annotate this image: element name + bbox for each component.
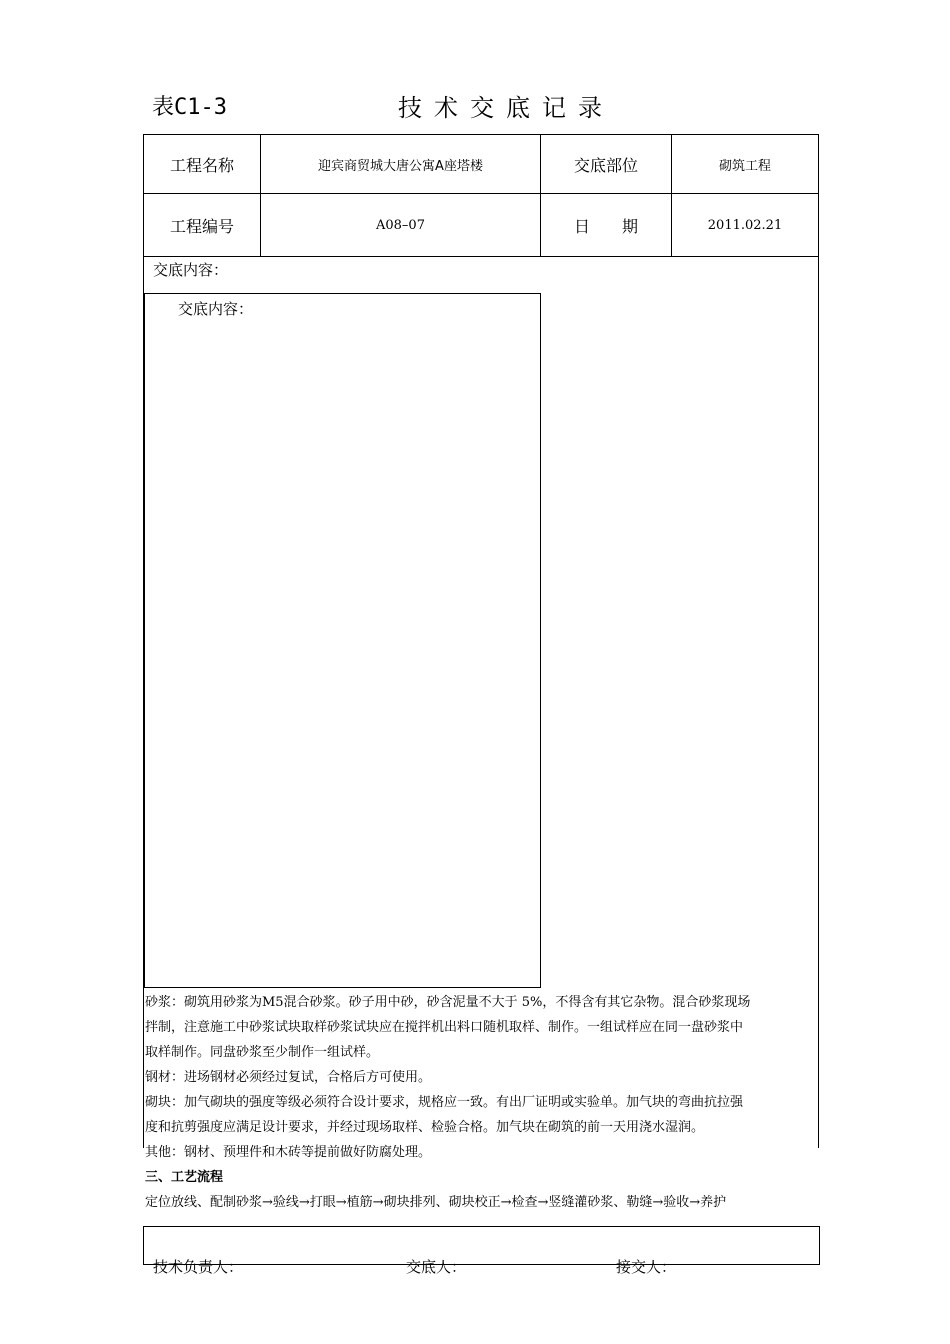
signature-box	[143, 1226, 820, 1265]
receiver-signature-label: 接交人：	[616, 1258, 677, 1276]
location-value: 砌筑工程	[718, 158, 771, 174]
embedded-content-frame	[144, 293, 541, 988]
body-line: 取样制作。同盘砂浆至少制作一组试样。	[145, 1045, 380, 1060]
project-no-label: 工程编号	[169, 216, 234, 236]
location-label: 交底部位	[573, 155, 638, 175]
body-line: 钢材：进场钢材必须经过复试，合格后方可使用。	[145, 1070, 432, 1085]
content-border-right	[818, 256, 819, 1148]
process-flow: 定位放线、配制砂浆→验线→打眼→植筋→砌块排列、砌块校正→检查→竖缝灌砂浆、勒缝→验收→养护	[145, 1195, 727, 1210]
document-title: 技术交底记录	[398, 94, 614, 122]
date-value: 2011.02.21	[707, 217, 783, 233]
project-name-label: 工程名称	[169, 155, 234, 175]
tech-lead-signature-label: 技术负责人：	[153, 1258, 244, 1276]
body-line: 砂浆：砌筑用砂浆为M5混合砂浆。砂子用中砂，砂含泥量不大于 5%，不得含有其它杂物。混合砂浆现场	[145, 995, 751, 1010]
form-code: 表C1-3	[152, 95, 227, 120]
body-line: 度和抗剪强度应满足设计要求，并经过现场取样、检验合格。加气块在砌筑的前一天用浇水湿润。	[145, 1120, 705, 1135]
discloser-signature-label: 交底人：	[406, 1258, 467, 1276]
project-no-value: A08–07	[376, 217, 425, 233]
section-title: 三、工艺流程	[145, 1170, 224, 1185]
body-line: 拌制，注意施工中砂浆试块取样砂浆试块应在搅拌机出料口随机取样、制作。一组试样应在同一盘砂浆中	[145, 1020, 744, 1035]
date-label: 日 期	[573, 216, 638, 236]
body-line: 砌块：加气砌块的强度等级必须符合设计要求，规格应一致。有出厂证明或实验单。加气块的弯曲抗拉强	[145, 1095, 744, 1110]
table-border-bottom	[143, 256, 819, 257]
inner-content-label: 交底内容：	[178, 300, 254, 318]
project-name-value: 迎宾商贸城大唐公寓A座塔楼	[318, 158, 483, 174]
table-border-right	[818, 134, 819, 257]
content-label: 交底内容：	[153, 261, 229, 279]
body-line: 其他：钢材、预埋件和木砖等提前做好防腐处理。	[145, 1145, 432, 1160]
